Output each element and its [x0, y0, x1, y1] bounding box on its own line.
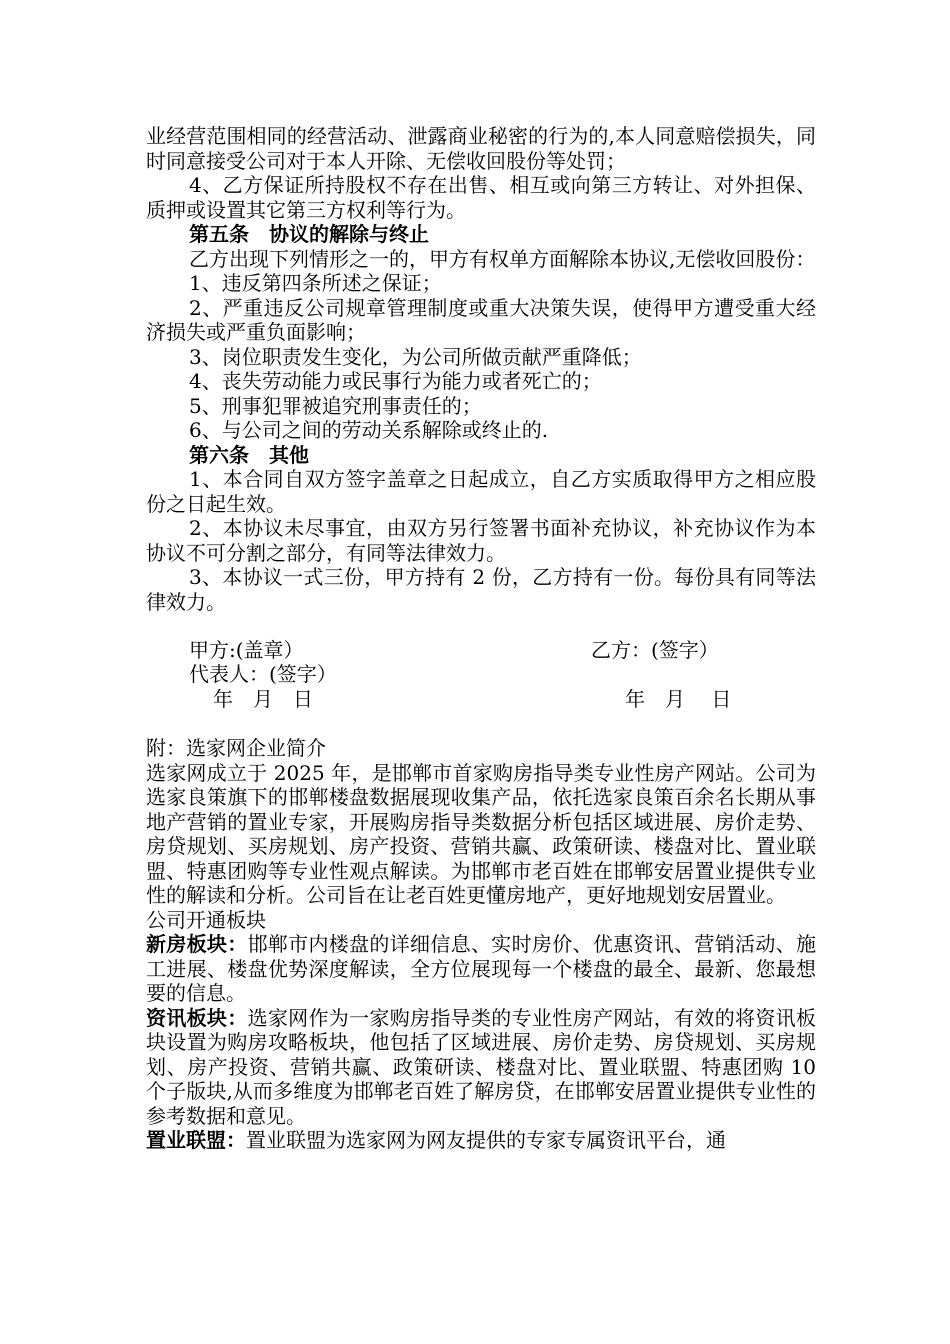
section5-item-1: 1、违反第四条所述之保证；: [189, 271, 442, 295]
appendix-intro: 选家网成立于 2025 年，是邯郸市首家购房指导类专业性房产网站。公司为选家良策旗下的邯郸楼盘数据展现收集产品，依托选家良策百余名长期从事地产营销的置业专家，开展购房指导类数据分析包括区域进展、房价走势、房贷规划、买房规划、房产投资、营销共赢、政策研读、楼盘对比、置业联盟、特惠团购等专业性观点解读。为邯郸市老百姓在邯郸安居置业提供专业性的解读和分析。公司旨在让老百姓更懂房地产，更好地规划安居置业。: [146, 760, 816, 907]
section6-item-2: 2、本协议未尽事宜，由双方另行签署书面补充协议，补充协议作为本协议不可分割之部分，有同等法律效力。: [146, 516, 816, 565]
section5-item-6: 6、与公司之间的劳动关系解除或终止的.: [189, 418, 549, 442]
representative-signature: 代表人：(签字）: [189, 662, 337, 686]
section5-item-5: 5、刑事犯罪被追究刑事责任的；: [189, 393, 482, 418]
section4-clause-4: 4、乙方保证所持股权不存在出售、相互或向第三方转让、对外担保、质押或设置其它第三方权利等行为。: [146, 173, 816, 222]
block-text: 置业联盟为选家网为网友提供的专家专属资讯平台，通: [246, 1128, 726, 1152]
section5-item-2: 2、严重违反公司规章管理制度或重大决策失误，使得甲方遭受重大经济损失或严重负面影响；: [146, 295, 816, 344]
date-party-a: 年 月 日: [213, 687, 313, 711]
appendix-title: 附：选家网企业简介: [146, 736, 326, 760]
section5-intro: 乙方出现下列情形之一的，甲方有权单方面解除本协议,无偿收回股份：: [189, 246, 816, 271]
section5-heading: 第五条 协议的解除与终止: [189, 222, 429, 246]
section5-item-4: 4、丧失劳动能力或民事行为能力或者死亡的；: [189, 369, 602, 393]
section6-item-3: 3、本协议一式三份，甲方持有 2 份，乙方持有一份。每份具有同等法律效力。: [146, 565, 816, 614]
party-b-signature: 乙方：(签字）: [591, 638, 719, 662]
block-new-homes: [146, 932, 816, 1006]
section6-item-1: 1、本合同自双方签字盖章之日起成立，自乙方实质取得甲方之相应股份之日起生效。: [146, 467, 816, 516]
block-text: 邯郸市内楼盘的详细信息、实时房价、优惠资讯、营销活动、施工进展、楼盘优势深度解读，全方位展现每一个楼盘的最全、最新、您最想要的信息。: [146, 932, 816, 1005]
section5-item-3: 3、岗位职责发生变化，为公司所做贡献严重降低；: [189, 344, 642, 369]
section6-heading: 第六条 其他: [189, 442, 309, 467]
block-label: 资讯板块：: [146, 1005, 248, 1030]
party-a-seal: 甲方:(盖章）: [189, 638, 304, 662]
signature-block: [146, 638, 816, 736]
block-text: 选家网作为一家购房指导类的专业性房产网站，有效的将资讯板块设置为购房攻略板块，他包括了区域进展、房价走势、房贷规划、买房规划、房产投资、营销共赢、政策研读、楼盘对比、置业联盟、特惠团购 10 个子版块,从而多维度为邯郸老百姓了解房贷，在邯郸安居置业提供专业性的参考数据和意见。: [146, 1005, 816, 1128]
block-alliance: [146, 1128, 816, 1153]
date-party-b: 年 月 日: [625, 687, 732, 711]
block-label: 置业联盟：: [146, 1128, 246, 1152]
block-news: [146, 1006, 816, 1129]
section4-clause-3-cont: 业经营范围相同的经营活动、泄露商业秘密的行为的,本人同意赔偿损失，同时同意接受公司对于本人开除、无偿收回股份等处罚；: [146, 124, 816, 173]
block-label: 新房板块：: [146, 932, 248, 956]
document-body: [146, 124, 816, 1153]
appendix-sections-title: 公司开通板块: [146, 907, 266, 932]
